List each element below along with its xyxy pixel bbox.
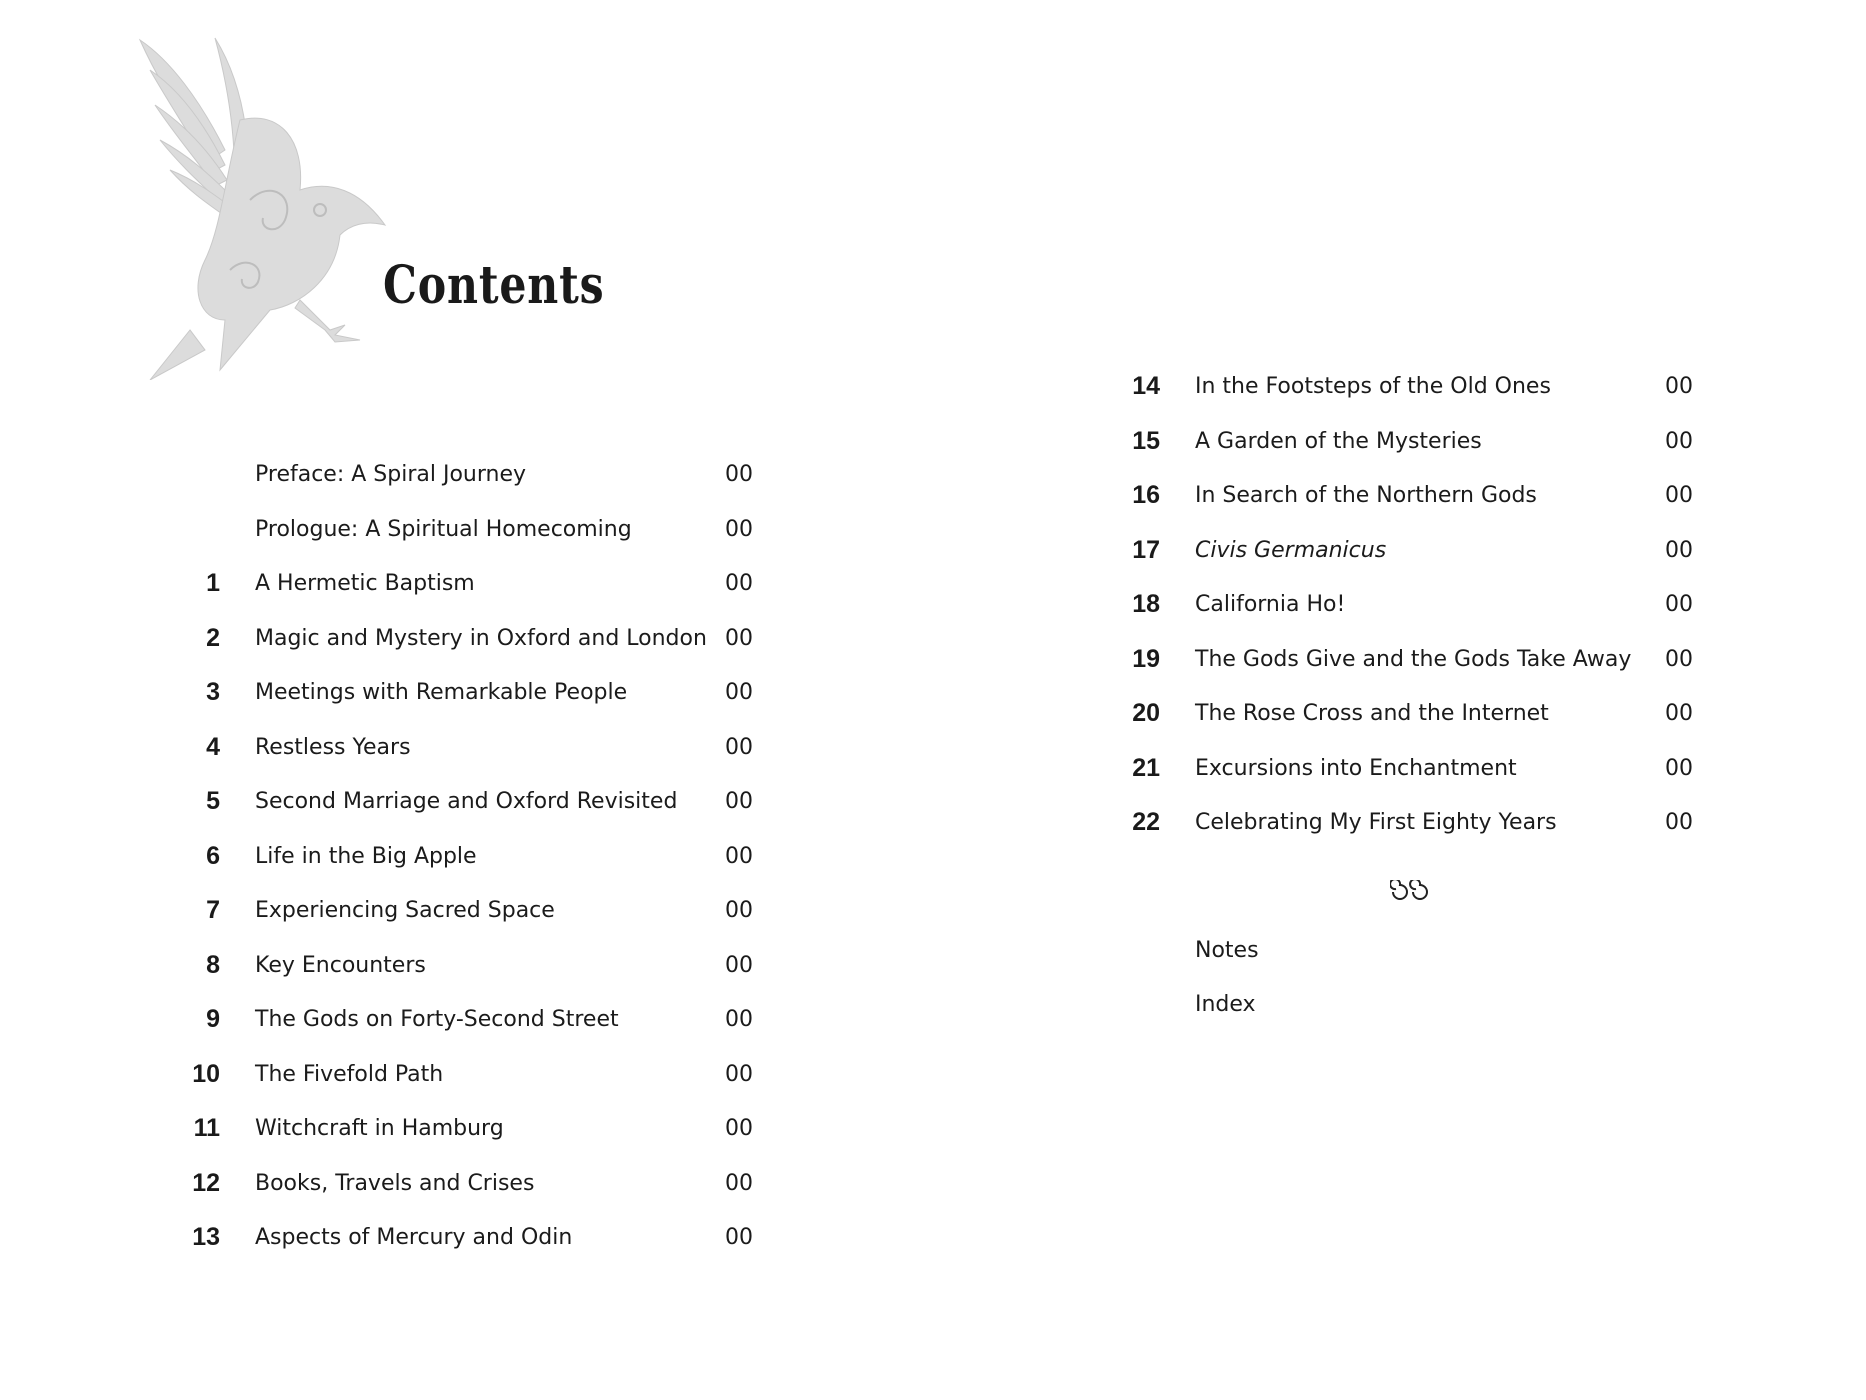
page-number: 00: [725, 734, 753, 760]
chapter-title: Prologue: A Spiritual Homecoming: [255, 516, 632, 542]
chapter-number: 6: [206, 841, 220, 870]
chapter-number: 9: [206, 1005, 220, 1033]
chapter-title: Key Encounters: [255, 952, 426, 978]
chapter-title: Excursions into Enchantment: [1195, 755, 1517, 781]
page-number: 00: [725, 843, 753, 869]
page-number: 00: [1665, 646, 1693, 672]
toc-entry[interactable]: [1110, 481, 1710, 536]
toc-entry[interactable]: [170, 1169, 770, 1224]
page-number: 00: [1665, 755, 1693, 781]
toc-entry[interactable]: [170, 460, 770, 515]
chapter-number: 14: [1132, 372, 1160, 400]
chapter-number: 7: [206, 896, 220, 924]
chapter-number: 3: [206, 678, 220, 706]
page-number: 00: [1665, 537, 1693, 563]
toc-entry[interactable]: [170, 678, 770, 733]
chapter-number: 17: [1132, 535, 1160, 564]
page-number: 00: [725, 1116, 753, 1141]
toc-entry[interactable]: [1110, 427, 1710, 482]
toc-entry[interactable]: [170, 1060, 770, 1115]
toc-entry[interactable]: [170, 515, 770, 570]
chapter-number: 2: [206, 623, 220, 652]
chapter-title: Books, Travels and Crises: [255, 1170, 535, 1196]
page-number: 00: [725, 462, 753, 487]
page-number: 00: [1665, 483, 1693, 508]
chapter-number: 22: [1132, 808, 1160, 836]
page-number: 00: [725, 516, 753, 542]
toc-entry-notes[interactable]: Notes: [1195, 938, 1259, 963]
toc-entry[interactable]: [170, 787, 770, 842]
page-number: 00: [1665, 701, 1693, 726]
page-number: 00: [725, 952, 753, 978]
chapter-number: 13: [192, 1223, 220, 1251]
page-number: 00: [725, 1007, 753, 1032]
page-number: 00: [725, 789, 753, 814]
page-number: 00: [725, 1170, 753, 1196]
page-number: 00: [725, 625, 753, 651]
toc-entry[interactable]: [170, 1114, 770, 1169]
chapter-number: 4: [206, 732, 220, 761]
toc-entry[interactable]: [170, 951, 770, 1006]
toc-entry[interactable]: [170, 569, 770, 624]
chapter-title: The Gods on Forty-Second Street: [255, 1007, 619, 1032]
page-number: 00: [1665, 810, 1693, 835]
page-number: 00: [1665, 374, 1693, 399]
chapter-title: In Search of the Northern Gods: [1195, 483, 1537, 508]
chapter-title: California Ho!: [1195, 592, 1346, 617]
toc-entry[interactable]: [1110, 754, 1710, 809]
chapter-title: Witchcraft in Hamburg: [255, 1116, 504, 1141]
chapter-title: Magic and Mystery in Oxford and London: [255, 625, 707, 651]
chapter-number: 20: [1132, 699, 1160, 727]
chapter-number: 12: [192, 1168, 220, 1197]
toc-entry[interactable]: [170, 733, 770, 788]
toc-right-column: [1110, 372, 1710, 863]
chapter-number: 10: [192, 1059, 220, 1088]
page-number: 00: [725, 1225, 753, 1250]
chapter-number: 21: [1132, 753, 1160, 782]
page-number: 00: [725, 680, 753, 705]
toc-entry[interactable]: [1110, 645, 1710, 700]
chapter-title: Preface: A Spiral Journey: [255, 462, 527, 487]
chapter-title: Celebrating My First Eighty Years: [1195, 810, 1557, 835]
chapter-title: The Rose Cross and the Internet: [1195, 701, 1549, 726]
page-number: 00: [725, 898, 753, 923]
page-title: Contents: [383, 255, 605, 316]
chapter-number: 11: [193, 1114, 220, 1142]
chapter-title: A Hermetic Baptism: [255, 571, 475, 596]
page-number: 00: [725, 1061, 753, 1087]
chapter-number: 15: [1132, 426, 1160, 455]
chapter-title: Civis Germanicus: [1195, 537, 1387, 563]
chapter-title: Aspects of Mercury and Odin: [255, 1225, 573, 1250]
toc-entry[interactable]: [1110, 699, 1710, 754]
toc-entry[interactable]: [170, 624, 770, 679]
chapter-number: 5: [206, 787, 220, 815]
toc-entry[interactable]: [170, 1223, 770, 1278]
chapter-title: The Gods Give and the Gods Take Away: [1195, 646, 1632, 672]
toc-entry[interactable]: [170, 1005, 770, 1060]
toc-entry[interactable]: [170, 896, 770, 951]
chapter-title: The Fivefold Path: [255, 1061, 444, 1087]
toc-entry-index[interactable]: Index: [1195, 992, 1256, 1017]
chapter-number: 16: [1132, 481, 1160, 509]
chapter-title: Second Marriage and Oxford Revisited: [255, 789, 678, 814]
toc-left-column: [170, 460, 770, 1278]
double-spiral-ornament-icon: [1390, 880, 1430, 904]
page-number: 00: [1665, 428, 1693, 454]
chapter-title: Restless Years: [255, 734, 411, 760]
chapter-number: 19: [1132, 644, 1160, 673]
chapter-title: In the Footsteps of the Old Ones: [1195, 374, 1551, 399]
toc-entry[interactable]: [170, 842, 770, 897]
chapter-title: A Garden of the Mysteries: [1195, 428, 1482, 454]
chapter-title: Experiencing Sacred Space: [255, 898, 555, 923]
raven-illustration: [130, 30, 400, 380]
chapter-number: 1: [206, 569, 220, 597]
toc-entry[interactable]: [1110, 808, 1710, 863]
toc-entry[interactable]: [1110, 590, 1710, 645]
page-number: 00: [1665, 592, 1693, 617]
chapter-number: 18: [1132, 590, 1160, 618]
chapter-title: Life in the Big Apple: [255, 843, 477, 869]
chapter-title: Meetings with Remarkable People: [255, 680, 628, 705]
page-number: 00: [725, 571, 753, 596]
toc-entry[interactable]: [1110, 372, 1710, 427]
toc-entry[interactable]: [1110, 536, 1710, 591]
chapter-number: 8: [206, 950, 220, 979]
